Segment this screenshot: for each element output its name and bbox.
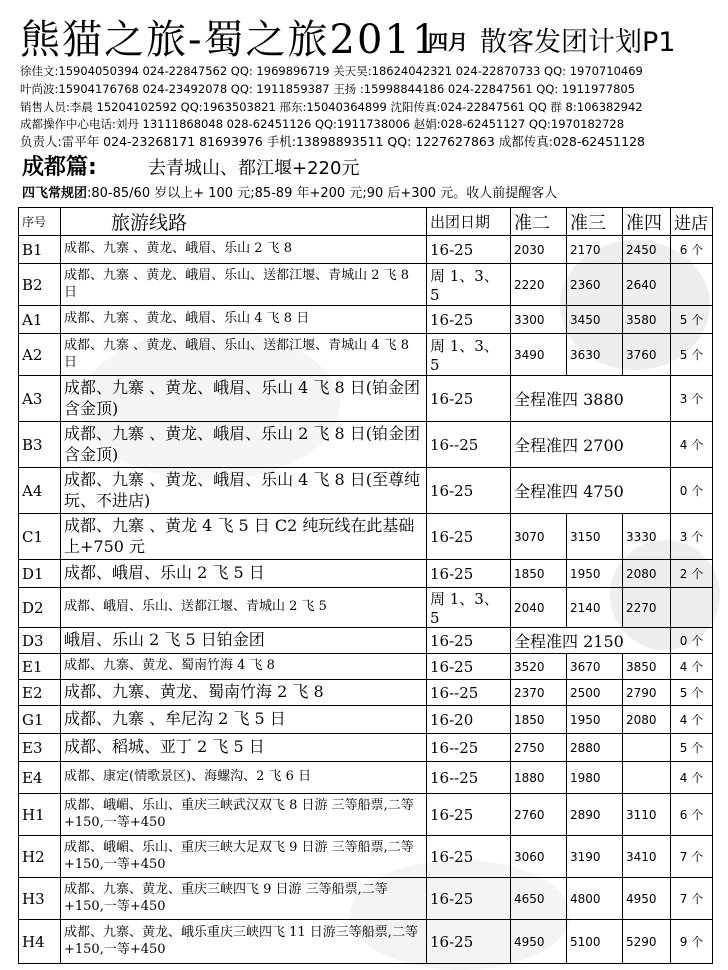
row-route: 成都、峨嵋、乐山、重庆三峡武汉双飞 8 日游 三等船票,二等+150,一等+450 [61, 794, 427, 836]
row-code: E1 [19, 654, 61, 680]
row-price-4: 2080 [623, 706, 671, 734]
row-stores: 4 个 [671, 706, 713, 734]
row-date: 16--25 [427, 734, 511, 762]
row-price-3: 1980 [567, 762, 623, 794]
row-code: C1 [19, 514, 61, 560]
header-route: 旅游线路 [61, 208, 427, 236]
row-stores: 2 个 [671, 560, 713, 588]
row-code: B2 [19, 264, 61, 306]
section-title: 成都篇: [22, 155, 97, 180]
row-price-3: 1950 [567, 560, 623, 588]
row-price-4: 3110 [623, 794, 671, 836]
row-code: H4 [19, 920, 61, 964]
table-row [19, 468, 713, 514]
contact-line: 成都操作中心电话:刘丹 13111868048 028-62451126 QQ:1911738006 赵娟:028-62451127 QQ:1970182728 [20, 117, 625, 131]
page-title: 熊猫之旅-蜀之旅2011 [20, 17, 440, 63]
row-stores: 3 个 [671, 514, 713, 560]
row-price-3: 2890 [567, 794, 623, 836]
table-row [19, 376, 713, 422]
row-date: 16-25 [427, 514, 511, 560]
table-row [19, 920, 713, 964]
row-code: A1 [19, 306, 61, 334]
row-price-3: 2140 [567, 588, 623, 628]
row-price-3: 2880 [567, 734, 623, 762]
header-stores: 进店 [671, 208, 713, 236]
row-stores: 4 个 [671, 422, 713, 468]
contact-line: 叶尚波:15904176768 024-23492078 QQ: 1911859387 王扬 :15998844186 024-22847561 QQ: 1911977805 [20, 82, 636, 96]
row-price-4: 3580 [623, 306, 671, 334]
row-price-3: 3190 [567, 836, 623, 878]
row-code: A2 [19, 334, 61, 376]
row-route: 成都、稻城、亚丁 2 飞 5 日 [61, 734, 427, 762]
row-stores: 3 个 [671, 376, 713, 422]
row-price-2: 4950 [511, 920, 567, 964]
row-route: 成都、峨眉、乐山 2 飞 5 日 [61, 560, 427, 588]
row-price-3: 2500 [567, 680, 623, 706]
row-date: 16-25 [427, 836, 511, 878]
row-full-price: 全程准四 3880 [511, 376, 671, 422]
row-route: 成都、九寨、黄龙、蜀南竹海 4 飞 8 [61, 654, 427, 680]
title-month: 四月 [428, 30, 468, 54]
header-p2: 准二 [511, 208, 567, 236]
row-stores: 5 个 [671, 680, 713, 706]
row-price-4 [623, 762, 671, 794]
row-stores: 9 个 [671, 920, 713, 964]
row-price-4: 2790 [623, 680, 671, 706]
table-row [19, 514, 713, 560]
row-price-3: 5100 [567, 920, 623, 964]
row-price-3: 4800 [567, 878, 623, 920]
row-price-4: 3760 [623, 334, 671, 376]
row-stores [671, 588, 713, 628]
table-row [19, 628, 713, 654]
note-text: :80-85/60 岁以上+ 100 元;85-89 年+200 元;90 后+300 元。收人前提醒客人 [87, 186, 558, 201]
row-date: 16-25 [427, 236, 511, 264]
row-route: 成都、九寨 、牟尼沟 2 飞 5 日 [61, 706, 427, 734]
row-code: E4 [19, 762, 61, 794]
section-subtitle: 去青城山、都江堰+220元 [148, 158, 360, 179]
row-date: 16-25 [427, 920, 511, 964]
row-stores: 6 个 [671, 236, 713, 264]
row-price-3: 2170 [567, 236, 623, 264]
row-stores: 4 个 [671, 762, 713, 794]
table-row [19, 236, 713, 264]
row-code: B3 [19, 422, 61, 468]
row-stores: 5 个 [671, 734, 713, 762]
row-price-2: 2760 [511, 794, 567, 836]
row-price-3: 3450 [567, 306, 623, 334]
row-route: 成都、九寨 、黄龙、峨眉、乐山 4 飞 8 日(至尊纯玩、不进店) [61, 468, 427, 514]
row-price-4: 5290 [623, 920, 671, 964]
row-price-3: 3630 [567, 334, 623, 376]
table-row [19, 794, 713, 836]
table-row [19, 422, 713, 468]
row-price-2: 2750 [511, 734, 567, 762]
row-code: E3 [19, 734, 61, 762]
row-route: 成都、九寨 、黄龙、峨眉、乐山 4 飞 8 日 [61, 306, 427, 334]
row-full-price: 全程准四 2150 [511, 628, 671, 654]
table-row [19, 706, 713, 734]
row-price-3: 3670 [567, 654, 623, 680]
row-price-3: 3150 [567, 514, 623, 560]
row-date: 周 1、3、5 [427, 334, 511, 376]
table-row [19, 334, 713, 376]
row-price-2: 3300 [511, 306, 567, 334]
contact-line: 销售人员:李晨 15204102592 QQ:1963503821 邢东:15040364899 沈阳传真:024-22847561 QQ 群 8:106382942 [20, 100, 643, 114]
row-full-price: 全程准四 4750 [511, 468, 671, 514]
table-row [19, 878, 713, 920]
row-date: 周 1、3、5 [427, 264, 511, 306]
row-route: 成都、九寨 、黄龙、峨眉、乐山 4 飞 8 日(铂金团含金顶) [61, 376, 427, 422]
table-row [19, 654, 713, 680]
row-stores: 5 个 [671, 306, 713, 334]
row-code: D1 [19, 560, 61, 588]
row-stores: 5 个 [671, 334, 713, 376]
row-full-price: 全程准四 2700 [511, 422, 671, 468]
table-row [19, 588, 713, 628]
row-stores: 4 个 [671, 654, 713, 680]
row-price-2: 2220 [511, 264, 567, 306]
row-price-2: 4650 [511, 878, 567, 920]
row-route: 成都、九寨 、黄龙、峨眉、乐山、送都江堰、青城山 2 飞 8 日 [61, 264, 427, 306]
row-price-4: 2640 [623, 264, 671, 306]
contact-line: 负责人:雷平年 024-23268171 81693976 手机:13898893511 QQ: 1227627863 成都传真:028-62451128 [20, 134, 645, 149]
row-price-2: 3490 [511, 334, 567, 376]
row-price-3: 2360 [567, 264, 623, 306]
row-price-4: 2270 [623, 588, 671, 628]
routes-table [18, 207, 713, 964]
table-header-row [19, 208, 713, 236]
row-date: 16-25 [427, 628, 511, 654]
row-stores: 0 个 [671, 468, 713, 514]
row-code: A3 [19, 376, 61, 422]
row-price-2: 1850 [511, 706, 567, 734]
row-date: 16-25 [427, 794, 511, 836]
table-row [19, 306, 713, 334]
row-route: 成都、峨眉、乐山、送都江堰、青城山 2 飞 5 [61, 588, 427, 628]
row-route: 成都、九寨 、黄龙、峨眉、乐山、送都江堰、青城山 4 飞 8 日 [61, 334, 427, 376]
row-route: 成都、峨嵋、乐山、重庆三峡大足双飞 9 日游 三等船票,二等+150,一等+450 [61, 836, 427, 878]
row-code: G1 [19, 706, 61, 734]
row-date: 16-25 [427, 654, 511, 680]
header-date: 出团日期 [427, 208, 511, 236]
pricing-note [22, 182, 557, 201]
row-stores: 7 个 [671, 836, 713, 878]
row-stores [671, 264, 713, 306]
row-route: 成都、九寨 、黄龙、峨眉、乐山 2 飞 8 日(铂金团含金顶) [61, 422, 427, 468]
row-price-4: 3410 [623, 836, 671, 878]
row-code: D2 [19, 588, 61, 628]
table-row [19, 734, 713, 762]
routes-table-body [19, 208, 713, 964]
table-row [19, 560, 713, 588]
title-plan: 散客发团计划P1 [480, 27, 676, 58]
row-price-4: 3330 [623, 514, 671, 560]
table-row [19, 264, 713, 306]
row-price-2: 3070 [511, 514, 567, 560]
row-price-4: 2080 [623, 560, 671, 588]
header-code: 序号 [19, 208, 61, 236]
row-code: H2 [19, 836, 61, 878]
contact-line: 徐佳文:15904050394 024-22847562 QQ: 1969896719 关天昊:18624042321 024-22870733 QQ: 1970710469 [20, 64, 643, 78]
row-date: 16--25 [427, 422, 511, 468]
row-price-4 [623, 734, 671, 762]
row-date: 16-25 [427, 468, 511, 514]
row-route: 成都、九寨 、黄龙 4 飞 5 日 C2 纯玩线在此基础上+750 元 [61, 514, 427, 560]
row-price-2: 2370 [511, 680, 567, 706]
row-route: 成都、九寨、黄龙、重庆三峡四飞 9 日游 三等船票,二等+150,一等+450 [61, 878, 427, 920]
row-price-4: 2450 [623, 236, 671, 264]
row-route: 成都、康定(情歌景区)、海螺沟、2 飞 6 日 [61, 762, 427, 794]
header-p4: 准四 [623, 208, 671, 236]
row-price-2: 3520 [511, 654, 567, 680]
row-date: 16--25 [427, 680, 511, 706]
row-code: E2 [19, 680, 61, 706]
row-code: B1 [19, 236, 61, 264]
row-price-4: 3850 [623, 654, 671, 680]
row-code: H1 [19, 794, 61, 836]
row-price-3: 1950 [567, 706, 623, 734]
row-price-2: 1880 [511, 762, 567, 794]
row-code: H3 [19, 878, 61, 920]
row-stores: 6 个 [671, 794, 713, 836]
note-label: 四飞常规团 [22, 186, 88, 201]
row-price-2: 1850 [511, 560, 567, 588]
row-stores: 7 个 [671, 878, 713, 920]
row-price-2: 2030 [511, 236, 567, 264]
row-stores: 0 个 [671, 628, 713, 654]
row-date: 16--25 [427, 762, 511, 794]
row-code: D3 [19, 628, 61, 654]
row-date: 周 1、3、5 [427, 588, 511, 628]
row-route: 成都、九寨、黄龙、峨乐重庆三峡四飞 11 日游三等船票,二等+150,一等+450 [61, 920, 427, 964]
row-route: 峨眉、乐山 2 飞 5 日铂金团 [61, 628, 427, 654]
row-price-2: 2040 [511, 588, 567, 628]
row-price-2: 3060 [511, 836, 567, 878]
row-date: 16-25 [427, 560, 511, 588]
row-code: A4 [19, 468, 61, 514]
row-price-4: 4950 [623, 878, 671, 920]
row-date: 16-25 [427, 376, 511, 422]
row-date: 16-25 [427, 878, 511, 920]
row-date: 16-20 [427, 706, 511, 734]
header-p3: 准三 [567, 208, 623, 236]
row-route: 成都、九寨、黄龙、蜀南竹海 2 飞 8 [61, 680, 427, 706]
table-row [19, 680, 713, 706]
table-row [19, 762, 713, 794]
row-date: 16-25 [427, 306, 511, 334]
table-row [19, 836, 713, 878]
row-route: 成都、九寨 、黄龙、峨眉、乐山 2 飞 8 [61, 236, 427, 264]
